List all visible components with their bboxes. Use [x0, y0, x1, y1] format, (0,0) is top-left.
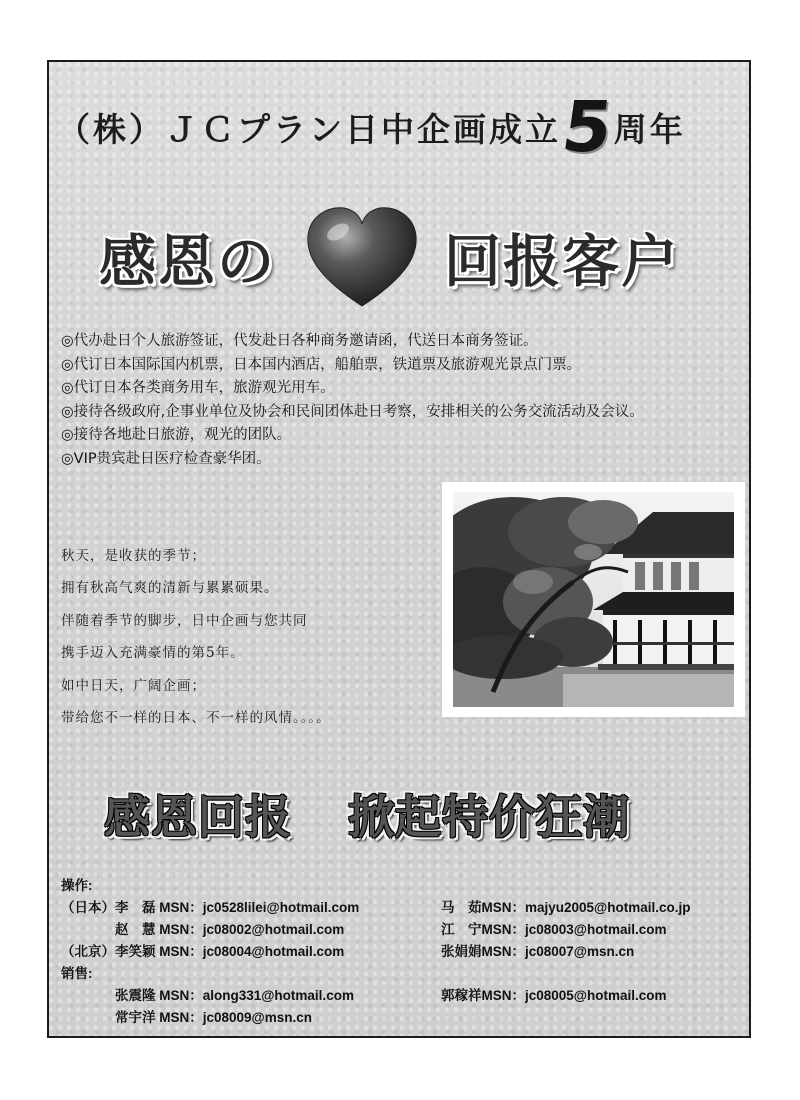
contact-row: [61, 919, 751, 941]
thanks-right: 回报客户: [444, 229, 680, 295]
slogan-thanks: 感恩回报: [104, 790, 292, 844]
headline-prefix: （株）ＪＣプラン日中企画成立: [57, 109, 561, 149]
contact-left: 赵 慧 MSN：jc08002@hotmail.com: [61, 922, 345, 937]
poem-line: 拥有秋高气爽的清新与累累硕果。: [61, 580, 279, 597]
anniversary-number: 5: [557, 86, 618, 168]
contact-row: [61, 897, 751, 919]
service-list: [61, 330, 751, 472]
slogan-row: [104, 779, 704, 849]
contact-right: 张娟娟MSN：jc08007@msn.cn: [441, 944, 635, 959]
service-item: ◎接待各地赴日旅游，观光的团队。: [61, 427, 292, 444]
service-item: ◎接待各级政府,企事业单位及协会和民间团体赴日考察，安排相关的公务交流活动及会议。: [61, 403, 644, 420]
contact-right: 马 茹MSN：majyu2005@hotmail.co.jp: [441, 900, 691, 915]
service-item: ◎代订日本各类商务用车，旅游观光用车。: [61, 380, 335, 397]
contact-left: 张震隆 MSN：along331@hotmail.com: [61, 988, 354, 1003]
thanks-left: 感恩の: [99, 229, 276, 295]
temple-photo: [442, 482, 745, 717]
temple-image: [453, 492, 734, 707]
ops-label: 操作:: [61, 878, 93, 893]
contact-left: （北京）李笑颖 MSN：jc08004@hotmail.com: [61, 944, 345, 959]
contact-row: [61, 941, 751, 963]
service-item: ◎代订日本国际国内机票，日本国内酒店，船舶票，铁道票及旅游观光景点门票。: [61, 356, 582, 373]
service-item: ◎代办赴日个人旅游签证，代发赴日各种商务邀请函，代送日本商务签证。: [61, 333, 538, 349]
contact-left: （日本）李 磊 MSN：jc0528lilei@hotmail.com: [61, 900, 360, 915]
contact-row: [61, 1007, 751, 1029]
slogan-sale: 掀起特价狂潮: [348, 790, 630, 844]
poster: [47, 60, 751, 1038]
poem-line: 如中日天，广阔企画；: [61, 677, 206, 694]
heart-icon: [302, 202, 422, 312]
contact-section: [61, 875, 751, 1029]
headline-suffix: 周年: [613, 109, 686, 149]
poem-line: 伴随着季节的脚步，日中企画与您共同: [61, 612, 308, 629]
contact-right: 郭稼祥MSN：jc08005@hotmail.com: [441, 988, 667, 1003]
contact-row: [61, 985, 751, 1007]
poem-line: 秋天，是收获的季节；: [61, 548, 206, 564]
sales-label: 销售:: [61, 966, 93, 981]
poem-line: 带给您不一样的日本、不一样的风情。。。。: [61, 710, 331, 727]
service-item: ◎VIP贵宾赴日医疗检查豪华团。: [61, 450, 271, 467]
contact-right: 江 宁MSN：jc08003@hotmail.com: [441, 922, 667, 937]
thanks-banner: [99, 197, 719, 317]
poem-line: 携手迈入充满豪情的第5年。: [61, 645, 245, 662]
headline: [57, 86, 747, 168]
poem: [61, 540, 441, 734]
contact-left: 常宇洋 MSN：jc08009@msn.cn: [61, 1010, 312, 1025]
